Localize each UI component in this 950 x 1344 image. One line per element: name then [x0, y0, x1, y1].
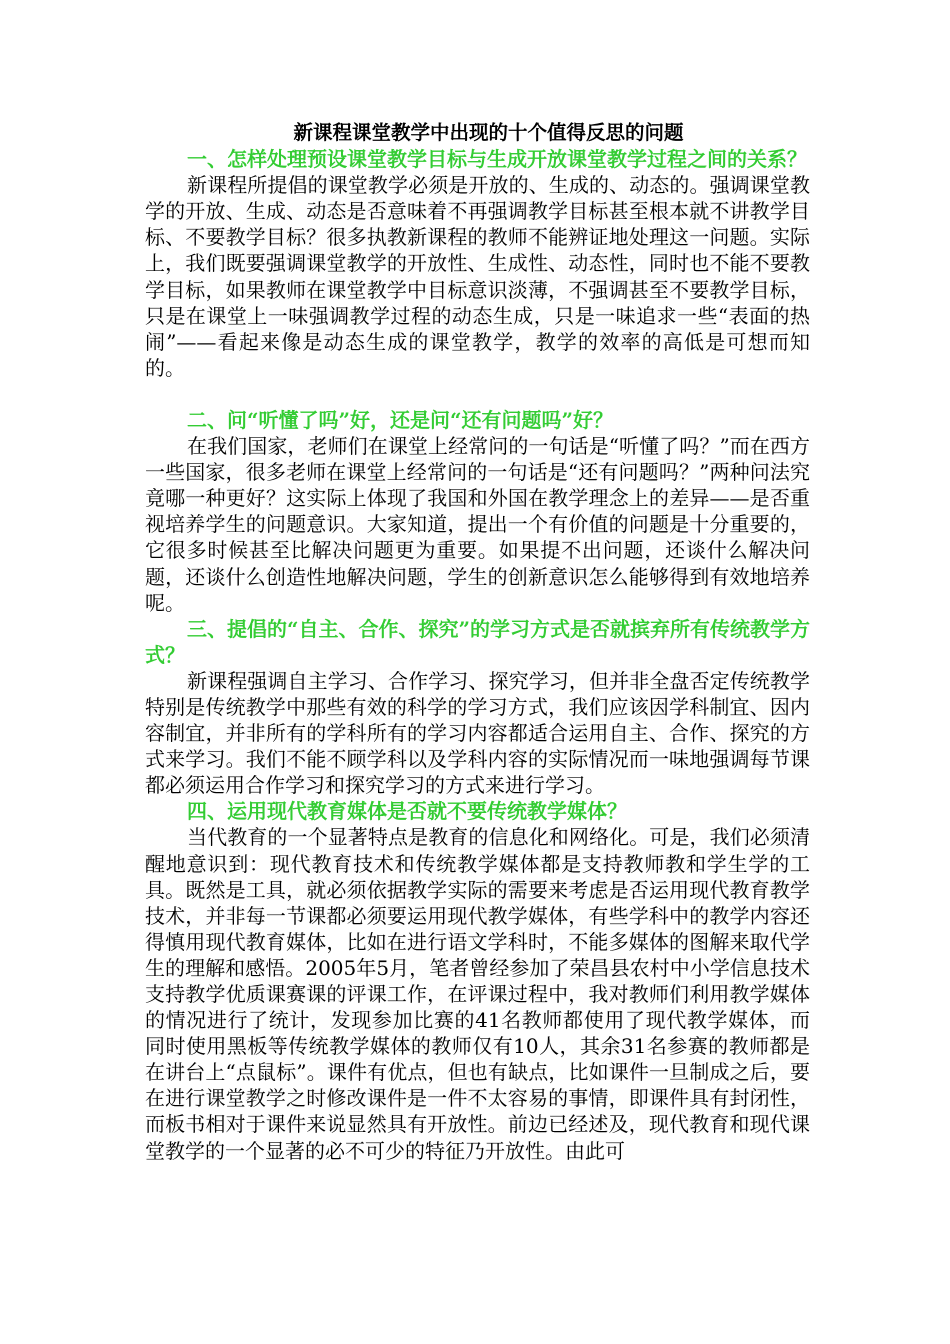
section-body-1: 新课程所提倡的课堂教学必须是开放的、生成的、动态的。强调课堂教学的开放、生成、动态是否意味着不再强调教学目标甚至根本就不讲教学目标、不要教学目标？很多执教新课程的教师不能辨证地处理这一问题。实际上，我们既要强调课堂教学的开放性、生成性、动态性，同时也不能不要教学目标，如果教师在课堂教学中目标意识淡薄，不强调甚至不要教学目标，只是在课堂上一味强调教学过程的动态生成，只是一味追求一些“表面的热闹”——看起来像是动态生成的课堂教学，教学的效率的高低是可想而知的。: [145, 173, 810, 380]
section-body-3: 新课程强调自主学习、合作学习、探究学习，但并非全盘否定传统教学特别是传统教学中那些有效的科学的学习方式，我们应该因学科制宜、因内容制宜，并非所有的学科所有的学习内容都适合运用自主、合作、探究的方式来学习。我们不能不顾学科以及学科内容的实际情况而一味地强调每节课都必须运用合作学习和探究学习的方式来进行学习。: [145, 668, 810, 798]
blank-line: [145, 381, 810, 407]
section-heading-1: 一、怎样处理预设课堂教学目标与生成开放课堂教学过程之间的关系？: [187, 147, 807, 172]
document-page: [145, 120, 810, 1164]
section-heading-2: 二、问“听懂了吗”好，还是问“还有问题吗”好？: [187, 407, 614, 432]
section-body-2: 在我们国家，老师们在课堂上经常问的一句话是“听懂了吗？”而在西方一些国家，很多老师在课堂上经常问的一句话是“还有问题吗？”两种问法究竟哪一种更好？这实际上体现了我国和外国在教学理念上的差异——是否重视培养学生的问题意识。大家知道，提出一个有价值的问题是十分重要的，它很多时候甚至比解决问题更为重要。如果提不出问题，还谈什么解决问题，还谈什么创造性地解决问题，学生的创新意识怎么能够得到有效地培养呢。: [145, 434, 810, 615]
section-heading-3: 三、提倡的“自主、合作、探究”的学习方式是否就摈弃所有传统教学方式？: [145, 616, 811, 667]
document-title: 新课程课堂教学中出现的十个值得反思的问题: [293, 121, 684, 144]
section-body-4: 当代教育的一个显著特点是教育的信息化和网络化。可是，我们必须清醒地意识到：现代教育技术和传统教学媒体都是支持教师教和学生学的工具。既然是工具，就必须依据教学实际的需要来考虑是否运用现代教育教学技术，并非每一节课都必须要运用现代教学媒体，有些学科中的教学内容还得慎用现代教育媒体，比如在进行语文学科时，不能多媒体的图解来取代学生的理解和感悟。2005年5月，笔者曾经参加了荣昌县农村中小学信息技术支持教学优质课赛课的评课工作，在评课过程中，我对教师们利用教学媒体的情况进行了统计，发现参加比赛的41名教师都使用了现代教学媒体，而同时使用黑板等传统教学媒体的教师仅有10人，其余31名参赛的教师都是在讲台上“点鼠标”。课件有优点，但也有缺点，比如课件一旦制成之后，要在进行课堂教学之时修改课件是一件不太容易的事情，即课件具有封闭性，而板书相对于课件来说显然具有开放性。前边已经述及，现代教育和现代课堂教学的一个显著的必不可少的特征乃开放性。由此可: [145, 825, 810, 1163]
section-heading-4: 四、运用现代教育媒体是否就不要传统教学媒体？: [187, 799, 627, 824]
